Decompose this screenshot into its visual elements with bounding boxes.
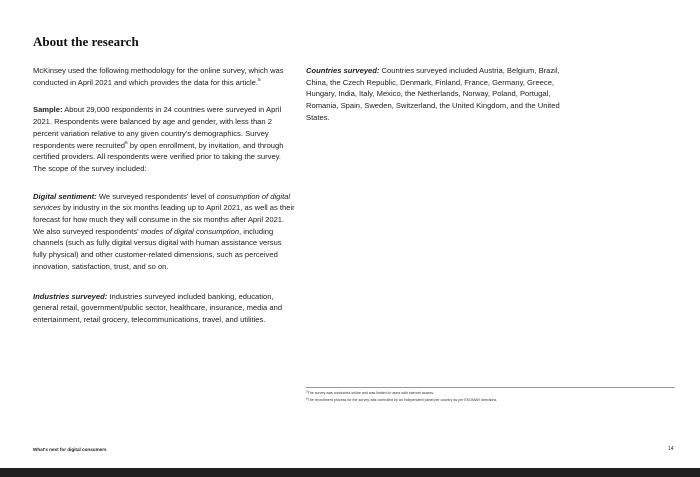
footnote-ref-6: 6 [125, 140, 128, 146]
digital-sentiment-label: Digital sentiment: [33, 191, 97, 201]
sample-text-b: by open enrollment, by invitation, and through certified providers. All respondents were verified prior to taking the survey. The scope of the survey included: [33, 140, 284, 173]
sample-label: Sample: [33, 105, 63, 115]
digital-text-a: We surveyed respondents' level of [96, 191, 217, 201]
right-column [306, 65, 568, 140]
footer-publication-title: What's next for digital consumers [33, 447, 107, 452]
countries-text: Countries surveyed included Austria, Belgium, Brazil, China, the Czech Republic, Denmark, Finland, France, Germany, Greece, Hungary, India, Italy, Mexico, the Netherlands, Norway, Poland, Portugal, Romania, Spain, Sweden, Switzerland, the United Kingdom, and the United States. [306, 66, 560, 122]
digital-text-b: by industry in the six months leading up to April 2021, as well as their forecast for how much they will consume in the six months after April 2021. We also surveyed respondents' [33, 203, 295, 236]
footnote-marker: 6 [306, 396, 308, 401]
bottom-bar [0, 468, 700, 477]
footnote-divider [306, 387, 675, 388]
page-number: 14 [668, 446, 674, 452]
intro-paragraph [33, 65, 295, 88]
sample-paragraph [33, 104, 295, 174]
section-heading: About the research [33, 34, 139, 49]
footnote-6 [306, 398, 497, 403]
digital-text-c: , including channels (such as fully digital versus digital with human assistance versus fully physical) and other customer-related dimensions, such as perceived innovation, satisfaction, trust, and so on. [33, 226, 282, 271]
industries-paragraph [33, 291, 295, 326]
digital-term-consumption: consumption of digital services [33, 191, 291, 213]
footnote-text: The recruitment process for the survey was controlled by an independent panel per country as per ESOMAR directions. [307, 398, 498, 402]
industries-label: Industries surveyed: [33, 291, 108, 301]
digital-sentiment-paragraph [33, 191, 295, 273]
sample-text-a: About 29,000 respondents in 24 countries were surveyed in April 2021. Respondents were balanced by age and gender, with less than 2 percent variation relative to any given country's demographics. Survey respondents were recruited [33, 105, 282, 150]
left-column [33, 65, 295, 342]
footnote-ref-5: 5 [258, 77, 261, 83]
industries-text: Industries surveyed included banking, education, general retail, government/public sector, healthcare, insurance, media and entertainment, retail grocery, telecommunications, travel, and utilities. [33, 291, 283, 324]
footnote-marker: 5 [306, 389, 308, 394]
countries-label: Countries surveyed: [306, 66, 380, 75]
digital-term-modes: modes of digital consumption [140, 226, 240, 236]
intro-text: McKinsey used the following methodology for the online survey, which was conducted in April 2021 and which provides the data for this article. [33, 66, 284, 87]
footnote-5 [306, 391, 434, 396]
footnote-text: The survey was conducted online and was limited to users with internet access. [307, 391, 435, 395]
countries-paragraph [306, 65, 568, 124]
